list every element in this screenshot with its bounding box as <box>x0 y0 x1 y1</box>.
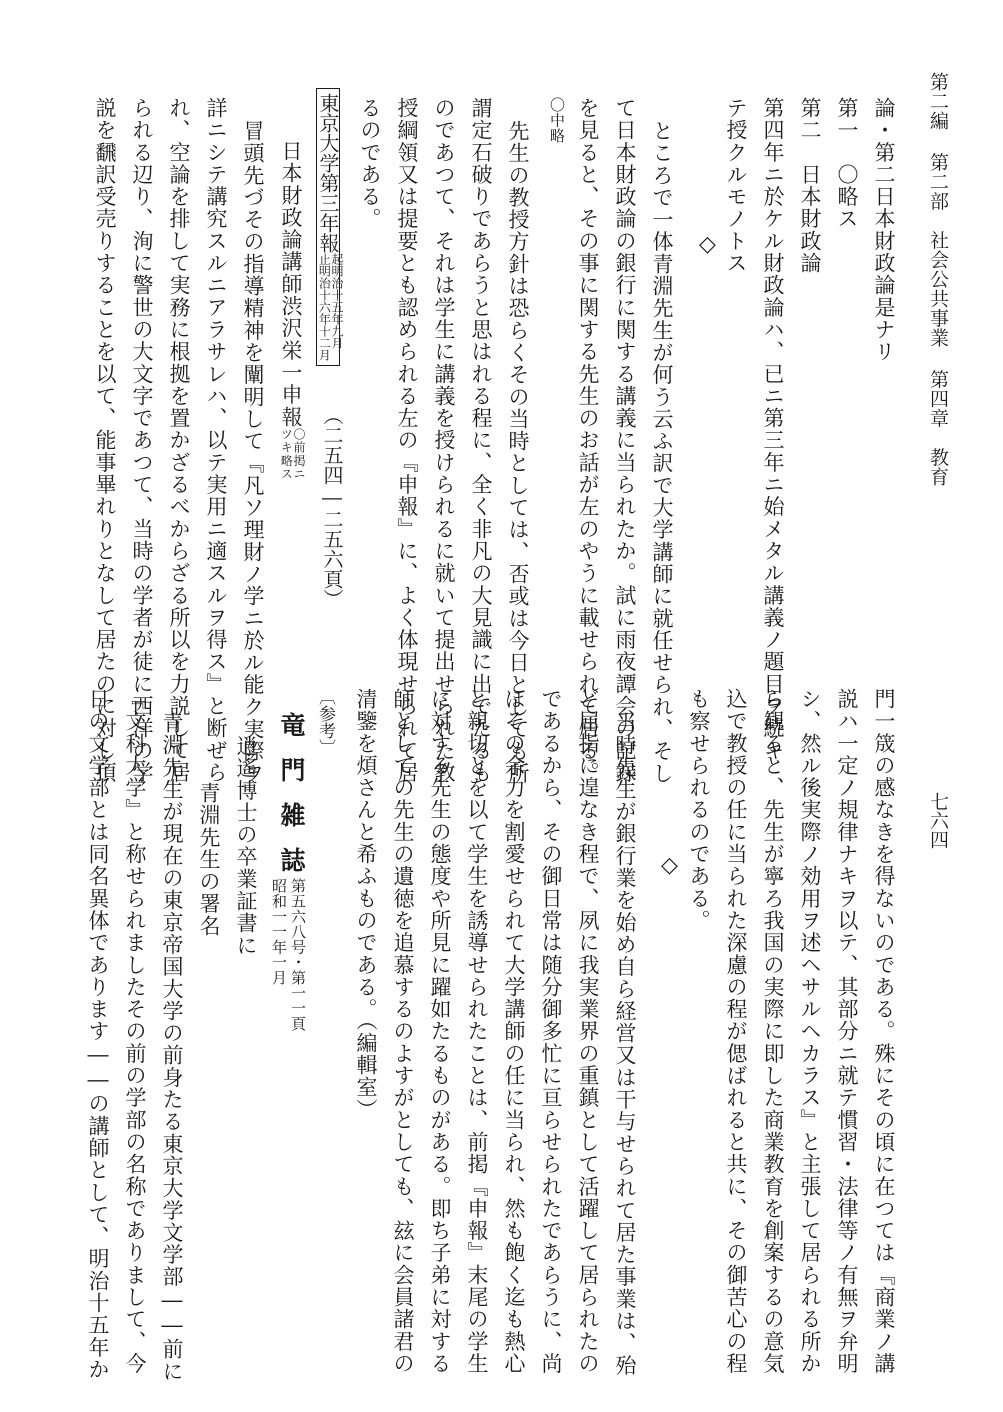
header-section: 第二部 社会公共事業 <box>927 152 949 348</box>
text-column: に対する先生の態度や所見に躍如たるものがある。即ち子弟に対する <box>428 688 452 1375</box>
text-column: 論・第二日本財政論是ナリ <box>872 97 896 363</box>
text-column: 授綱領又は提要とも認められる左の『申報』に、よく体現せられて居 <box>395 97 419 784</box>
text-column: 師としての先生の遺徳を追慕するのよすがとしても、玆に会員諸君の <box>391 688 415 1375</box>
omission-annotation <box>280 428 305 481</box>
reference-label: 〔参考〕 <box>315 688 335 756</box>
section-divider-diamond: ◇ <box>695 232 720 257</box>
source-title: 東京大学第三年報 <box>316 93 340 253</box>
text-column: 日の文学部とは同名異体であります――の講師として、明治十五年か <box>86 688 110 1381</box>
text-column: テ授クルモノトス <box>724 97 748 275</box>
text-column: 青淵先生が現在の東京帝国大学の前身たる東京大学文学部――前に <box>160 712 184 1383</box>
text-column: 『文科大学』と称せられましたその前の学部の名称でありまして、今 <box>123 688 147 1375</box>
report-heading-text: 日本財政論講師渋沢栄一申報 <box>279 140 303 428</box>
item-subtitle: 青淵先生の署名 <box>197 782 221 938</box>
text-column: て日本財政論の銀行に関する講義に当られたか。試に雨夜譚会の記録 <box>613 97 637 784</box>
text-column: ほその余力を割愛せられて大学講師の任に当られ、然も飽く迄も熱心 <box>502 688 526 1375</box>
text-column: れ、空論を排して実務に根拠を置かざるべからざる所以を力説して居 <box>167 97 191 784</box>
source-period <box>318 253 343 361</box>
text-column: 第四年ニ於ケル財政論ハ、已ニ第三年ニ始メタル講義ノ題目ヲ続キ <box>761 97 785 762</box>
text-column: も察せられるのである。 <box>687 688 711 932</box>
text-column: 謂定石破りであらうと思はれる程に、全く非凡の大見識に出でたるも <box>469 97 493 784</box>
text-column: 第一 〇略ス <box>835 97 859 230</box>
text-column: 当時先生が銀行業を始め自ら経営又は干与せられて居た事業は、殆 <box>613 712 637 1377</box>
omission-annotation-line: ツキ略ス <box>279 427 294 481</box>
magazine-title: 竜門雑誌 <box>277 712 306 892</box>
text-column: 説を飜訳受売りすることを以て、能事畢れりとなして居たのに対し頂 <box>93 97 117 784</box>
report-heading <box>279 140 306 481</box>
text-column: ところで一体青淵先生が何う云ふ訳で大学講師に就任せられ、そし <box>650 120 674 785</box>
text-column: 先生の教授方針は恐らくその当時としては、否或は今日としても所 <box>506 120 530 785</box>
header-chapter: 第四章 教育 <box>927 369 949 487</box>
source-period-end: 止明治十六年十二月 <box>317 253 332 361</box>
text-column: 込で教授の任に当られた深慮の程が偲ばれると共に、その御苦心の程 <box>724 688 748 1375</box>
omission-annotation-line: 〇前掲ニ <box>292 427 306 481</box>
text-column: を見ると、その事に関する先生のお話が左のやうに載せられて居る。 <box>576 97 600 784</box>
source-page-range: （二五四―二五六頁） <box>320 405 344 609</box>
text-column: のであつて、それは学生に講義を授けられるに就いて提出せられた教 <box>432 97 456 784</box>
source-reference-box <box>316 88 344 366</box>
section-divider-diamond: ◇ <box>657 853 682 878</box>
text-column: であるから、その御日常は随分御多忙に亘らせられたであらうに、尚 <box>539 688 563 1375</box>
header-part: 第二編 <box>927 72 949 131</box>
magazine-date: 昭和一一年一月 <box>270 878 288 986</box>
ellipsis-note: 〇中略 <box>548 97 566 143</box>
source-period-start: 起明治十五年九月 <box>330 253 344 349</box>
text-column: るのである。 <box>358 97 382 230</box>
page-number: 七六四 <box>927 792 949 849</box>
text-column: 冒頭先づその指導精神を闡明して『凡ソ理財ノ学ニ於ル能ク実際ヲ <box>241 120 265 785</box>
text-column: 第二 日本財政論 <box>798 97 822 275</box>
text-column: 門一筬の感なきを得ないのである。殊にその頃に在つては『商業ノ講 <box>872 688 896 1375</box>
text-column: られる辺り、洵に警世の大文字であつて、当時の学者が徒に西洋の学 <box>130 97 154 784</box>
text-column: 清鑒を煩さんと希ふものである。（編輯室） <box>354 688 378 1121</box>
text-column: と親切とを以て学生を誘導せられたことは、前掲『申報』末尾の学生 <box>465 688 489 1375</box>
item-title: 逍遙博士の卒業証書に <box>234 735 258 957</box>
text-column: シ、然ル後実際ノ効用ヲ述ヘサルヘカラス』と主張して居られる所か <box>798 688 822 1375</box>
magazine-issue: 第五六八号・第一一頁 <box>289 878 307 1031</box>
text-column: 説ハ一定ノ規律ナキヲ以テ、其部分ニ就テ慣習・法律等ノ有無ヲ弁明 <box>835 688 859 1375</box>
text-column: 詳ニシテ講究スルニアラサレハ、以テ実用ニ適スルヲ得ス』と断ぜら <box>204 97 228 784</box>
text-column: ら観ると、先生が寧ろ我国の実際に即した商業教育を創案するの意気 <box>761 688 785 1375</box>
text-column: ど屈指に遑なき程で、夙に我実業界の重鎮として活躍して居られたの <box>576 688 600 1375</box>
running-header <box>928 72 947 487</box>
